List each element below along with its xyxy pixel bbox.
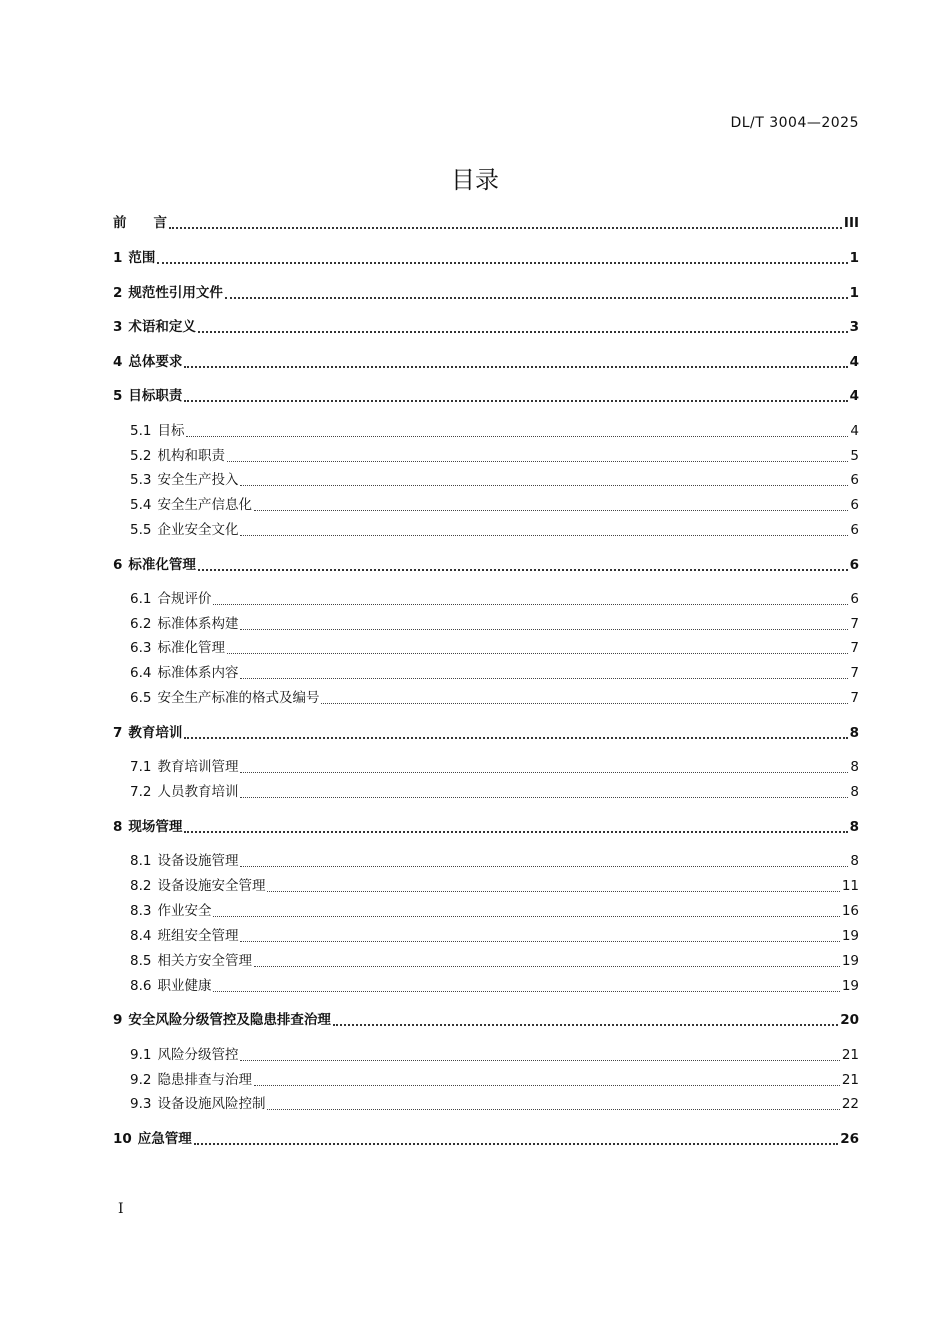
toc-entry-label: 标准体系内容: [157, 665, 239, 681]
toc-entry-title: [113, 283, 223, 303]
toc-entry-label: 规范性引用文件: [128, 285, 223, 301]
dot-leader: [184, 831, 847, 833]
toc-entry-title: [130, 976, 211, 996]
toc-entry-title: [113, 723, 182, 743]
toc-entry-label: 教育培训: [128, 725, 183, 741]
toc-entry-page: 8: [849, 725, 859, 741]
toc-entry-number: 8.6: [130, 978, 152, 994]
dot-leader: [157, 262, 847, 264]
dot-leader: [240, 629, 848, 630]
toc-section-entry[interactable]: [130, 951, 859, 971]
dot-leader: [213, 916, 839, 917]
toc-entry-page: 8: [850, 853, 859, 869]
dot-leader: [184, 737, 847, 739]
toc-entry-title: [130, 589, 211, 609]
toc-entry-page: 6: [849, 557, 859, 573]
toc-entry-label: 总体要求: [128, 354, 183, 370]
toc-entry-page: 4: [849, 354, 859, 370]
toc-entry-number: 7.1: [130, 759, 152, 775]
toc-entry-title: [130, 446, 225, 466]
toc-entry-page: 20: [840, 1012, 859, 1028]
toc-entry-title: [113, 817, 182, 837]
toc-entry-page: 1: [849, 285, 859, 301]
toc-entry-page: 4: [850, 423, 859, 439]
toc-section-entry[interactable]: [130, 876, 859, 896]
toc-entry-label: 术语和定义: [128, 319, 196, 335]
toc-entry-label: 人员教育培训: [157, 784, 239, 800]
toc-entry-page: 8: [850, 759, 859, 775]
toc-entry-page: 6: [850, 591, 859, 607]
toc-section-entry[interactable]: [130, 663, 859, 683]
dot-leader: [240, 772, 848, 773]
dot-leader: [169, 227, 842, 229]
toc-chapter-entry[interactable]: [113, 817, 859, 837]
toc-entry-label: 教育培训管理: [157, 759, 239, 775]
toc-entry-number: 8.3: [130, 903, 152, 919]
toc-entry-page: 21: [841, 1047, 859, 1063]
toc-entry-title: [113, 555, 196, 575]
toc-entry-number: 8.1: [130, 853, 152, 869]
toc-entry-page: 21: [841, 1072, 859, 1088]
toc-entry-number: 9.3: [130, 1096, 152, 1112]
toc-entry-page: 4: [849, 388, 859, 404]
toc-entry-label: 设备设施安全管理: [157, 878, 266, 894]
toc-entry-page: 7: [850, 616, 859, 632]
toc-entry-title: [130, 638, 225, 658]
dot-leader: [321, 703, 848, 704]
toc-entry-page: 6: [850, 472, 859, 488]
toc-chapter-entry[interactable]: [113, 1010, 859, 1030]
toc-entry-number: 9.1: [130, 1047, 152, 1063]
dot-leader: [198, 569, 848, 571]
toc-section-entry[interactable]: [130, 926, 859, 946]
toc-entry-number: 1: [113, 250, 123, 266]
toc-chapter-entry[interactable]: [113, 283, 859, 303]
toc-entry-title: [130, 901, 211, 921]
dot-leader: [194, 1143, 838, 1145]
toc-entry-label: 安全生产投入: [157, 472, 239, 488]
toc-section-entry[interactable]: [130, 446, 859, 466]
toc-entry-page: 6: [850, 497, 859, 513]
dot-leader: [184, 366, 847, 368]
toc-entry-number: 8.2: [130, 878, 152, 894]
toc-entry-title: [113, 386, 182, 406]
dot-leader: [227, 461, 848, 462]
toc-entry-number: 6.2: [130, 616, 152, 632]
toc-entry-page: 19: [841, 978, 859, 994]
toc-entry-number: 5.5: [130, 522, 152, 538]
dot-leader: [240, 941, 839, 942]
toc-entry-number: 4: [113, 354, 123, 370]
toc-section-entry[interactable]: [130, 688, 859, 708]
toc-section-entry[interactable]: [130, 614, 859, 634]
toc-section-entry[interactable]: [130, 1045, 859, 1065]
dot-leader: [267, 1109, 839, 1110]
dot-leader: [225, 297, 848, 299]
dot-leader: [198, 331, 848, 333]
toc-section-entry[interactable]: [130, 589, 859, 609]
toc-section-entry[interactable]: [130, 901, 859, 921]
toc-entry-label: 设备设施风险控制: [157, 1096, 266, 1112]
toc-entry-label: 标准化管理: [128, 557, 196, 573]
toc-entry-label: 目标: [157, 423, 185, 439]
toc-entry-page: 7: [850, 665, 859, 681]
toc-entry-number: 9: [113, 1012, 123, 1028]
toc-entry-title: [130, 1094, 265, 1114]
toc-entry-label: 安全生产信息化: [157, 497, 252, 513]
toc-entry-number: 5.4: [130, 497, 152, 513]
dot-leader: [267, 891, 839, 892]
toc-entry-page: 11: [841, 878, 859, 894]
dot-leader: [254, 1085, 840, 1086]
dot-leader: [254, 510, 848, 511]
toc-section-entry[interactable]: [130, 851, 859, 871]
toc-entry-label: 合规评价: [157, 591, 212, 607]
toc-entry-number: 6.5: [130, 690, 152, 706]
toc-chapter-entry[interactable]: [113, 317, 859, 337]
page-title: 目录: [451, 166, 499, 194]
toc-entry-number: 7: [113, 725, 123, 741]
toc-entry-number: 6.1: [130, 591, 152, 607]
toc-entry-number: 10: [113, 1131, 132, 1147]
dot-leader: [240, 1060, 839, 1061]
toc-entry-title: [130, 688, 319, 708]
toc-entry-label: 标准体系构建: [157, 616, 239, 632]
toc-entry-label: 隐患排查与治理: [157, 1072, 252, 1088]
toc-entry-number: 8: [113, 819, 123, 835]
toc-section-entry[interactable]: [130, 421, 859, 441]
toc-entry-page: 6: [850, 522, 859, 538]
toc-chapter-entry[interactable]: [113, 386, 859, 406]
toc-entry-page: 5: [850, 448, 859, 464]
toc-entry-page: III: [843, 215, 859, 231]
toc-entry-number: 6.4: [130, 665, 152, 681]
dot-leader: [184, 400, 847, 402]
dot-leader: [333, 1024, 838, 1026]
toc-entry-label: 安全风险分级管控及隐患排查治理: [128, 1012, 331, 1028]
toc-entry-label: 班组安全管理: [157, 928, 239, 944]
toc-entry-number: 6.3: [130, 640, 152, 656]
toc-chapter-entry[interactable]: [113, 213, 859, 233]
dot-leader: [254, 966, 840, 967]
toc-entry-title: [130, 876, 265, 896]
toc-entry-number: 5.3: [130, 472, 152, 488]
toc-entry-page: 8: [850, 784, 859, 800]
toc-entry-number: 6: [113, 557, 123, 573]
toc-entry-label: 前 言: [113, 215, 167, 231]
page-number: I: [118, 1201, 124, 1217]
dot-leader: [227, 653, 848, 654]
toc-chapter-entry[interactable]: [113, 555, 859, 575]
toc-entry-label: 机构和职责: [157, 448, 225, 464]
toc-entry-title: [113, 248, 155, 268]
toc-entry-page: 22: [841, 1096, 859, 1112]
toc-entry-page: 7: [850, 690, 859, 706]
dot-leader: [240, 797, 848, 798]
dot-leader: [213, 991, 839, 992]
toc-entry-number: 2: [113, 285, 123, 301]
toc-entry-number: 9.2: [130, 1072, 152, 1088]
toc-chapter-entry[interactable]: [113, 352, 859, 372]
dot-leader: [240, 678, 848, 679]
toc-entry-number: 5: [113, 388, 123, 404]
dot-leader: [213, 604, 848, 605]
toc-entry-page: 19: [841, 928, 859, 944]
toc-entry-title: [130, 851, 238, 871]
toc-entry-page: 19: [841, 953, 859, 969]
toc-entry-label: 企业安全文化: [157, 522, 239, 538]
dot-leader: [186, 436, 848, 437]
toc-entry-label: 现场管理: [128, 819, 183, 835]
dot-leader: [240, 535, 848, 536]
toc-entry-label: 设备设施管理: [157, 853, 239, 869]
toc-section-entry[interactable]: [130, 638, 859, 658]
toc-section-entry[interactable]: [130, 976, 859, 996]
toc-entry-title: [130, 614, 238, 634]
toc-entry-label: 相关方安全管理: [157, 953, 252, 969]
toc-entry-label: 目标职责: [128, 388, 183, 404]
toc-entry-label: 标准化管理: [157, 640, 225, 656]
toc-entry-title: [130, 495, 252, 515]
toc-entry-title: [130, 1045, 238, 1065]
toc-section-entry[interactable]: [130, 520, 859, 540]
toc-entry-number: 5.1: [130, 423, 152, 439]
toc-entry-title: [130, 1070, 252, 1090]
toc-entry-title: [130, 757, 238, 777]
toc-entry-title: [113, 1010, 331, 1030]
toc-entry-title: [113, 213, 167, 233]
toc-entry-label: 安全生产标准的格式及编号: [157, 690, 320, 706]
toc-entry-page: 3: [849, 319, 859, 335]
toc-entry-label: 风险分级管控: [157, 1047, 239, 1063]
toc-entry-number: 3: [113, 319, 123, 335]
dot-leader: [240, 485, 848, 486]
toc-entry-title: [130, 470, 238, 490]
toc-section-entry[interactable]: [130, 1094, 859, 1114]
toc-entry-number: 8.4: [130, 928, 152, 944]
toc-section-entry[interactable]: [130, 470, 859, 490]
toc-entry-number: 8.5: [130, 953, 152, 969]
toc-section-entry[interactable]: [130, 1070, 859, 1090]
toc-entry-label: 应急管理: [137, 1131, 192, 1147]
toc-entry-title: [130, 520, 238, 540]
toc-entry-page: 16: [841, 903, 859, 919]
toc-entry-title: [113, 317, 196, 337]
toc-entry-label: 职业健康: [157, 978, 212, 994]
toc-chapter-entry[interactable]: [113, 1129, 859, 1149]
document-id: DL/T 3004—2025: [730, 115, 859, 131]
toc-entry-page: 7: [850, 640, 859, 656]
toc-chapter-entry[interactable]: [113, 723, 859, 743]
toc-entry-page: 8: [849, 819, 859, 835]
toc-entry-label: 作业安全: [157, 903, 212, 919]
toc-entry-number: 7.2: [130, 784, 152, 800]
toc-entry-label: 范围: [128, 250, 156, 266]
toc-entry-title: [113, 352, 182, 372]
toc-entry-title: [130, 421, 184, 441]
toc-entry-title: [130, 926, 238, 946]
toc-entry-page: 26: [840, 1131, 859, 1147]
toc-chapter-entry[interactable]: [113, 248, 859, 268]
toc-section-entry[interactable]: [130, 757, 859, 777]
toc-section-entry[interactable]: [130, 495, 859, 515]
toc-entry-page: 1: [849, 250, 859, 266]
toc-entry-title: [130, 663, 238, 683]
toc-entry-title: [130, 782, 238, 802]
toc-entry-title: [113, 1129, 192, 1149]
dot-leader: [240, 866, 848, 867]
toc-section-entry[interactable]: [130, 782, 859, 802]
toc-entry-number: 5.2: [130, 448, 152, 464]
toc-entry-title: [130, 951, 252, 971]
